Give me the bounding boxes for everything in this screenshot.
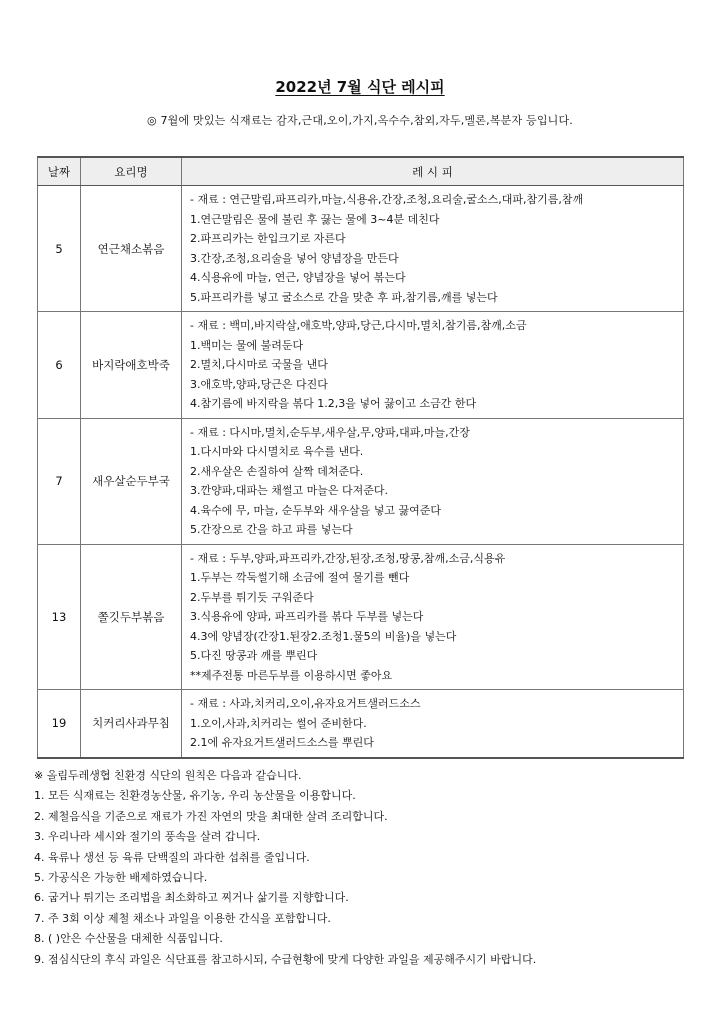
recipe-line: 3.깐양파,대파는 채썰고 마늘은 다져준다. [190, 484, 388, 497]
recipe-line: 3.애호박,양파,당근은 다진다 [190, 377, 328, 391]
recipe-line: - 재료 : 백미,바지락살,애호박,양파,당근,다시마,멸치,참기름,참깨,소금 [190, 319, 527, 332]
day-cell: 13 [38, 544, 81, 690]
note-item: 3. 우리나라 세시와 절기의 풍속을 살려 갑니다. [34, 830, 261, 844]
recipe-line: 3.간장,조청,요리술을 넣어 양념장을 만든다 [190, 251, 399, 265]
recipe-line: 1.오이,사과,치커리는 썰어 준비한다. [190, 716, 367, 730]
recipe-line: 4.식용유에 마늘, 연근, 양념장을 넣어 볶는다 [190, 271, 406, 284]
principles-notes [34, 766, 694, 970]
note-item: 5. 가공식은 가능한 배제하였습니다. [34, 871, 208, 885]
day-cell: 7 [38, 418, 81, 544]
table-row [38, 690, 684, 758]
note-item: 7. 주 3회 이상 제철 채소나 과일을 이용한 간식을 포함합니다. [34, 911, 331, 925]
recipe-line: 2.파프리카는 한입크기로 자른다 [190, 232, 346, 245]
day-cell: 5 [38, 186, 81, 312]
recipe-line: 5.다진 땅콩과 깨를 뿌린다 [190, 649, 318, 662]
recipe-line: 1.백미는 물에 불려둔다 [190, 338, 304, 352]
dish-cell: 쫄깃두부볶음 [81, 544, 182, 690]
recipe-line: 1.두부는 깍둑썰기해 소금에 절여 물기를 뺀다 [190, 571, 410, 584]
note-item: 4. 육류나 생선 등 육류 단백질의 과다한 섭취를 줄입니다. [34, 850, 310, 864]
recipe-line: 2.1에 유자요거트샐러드소스를 뿌린다 [190, 736, 374, 749]
recipe-line: 2.두부를 튀기듯 구워준다 [190, 590, 314, 604]
recipe-line: - 재료 : 다시마,멸치,순두부,새우살,무,양파,대파,마늘,간장 [190, 425, 470, 439]
recipe-line: - 재료 : 연근말림,파프리카,마늘,식용유,간장,조청,요리술,굴소스,대파,참기름,참깨 [190, 193, 584, 206]
recipe-line: 2.새우살은 손질하여 살짝 데쳐준다. [190, 464, 364, 478]
recipe-line: 2.멸치,다시마로 국물을 낸다 [190, 358, 328, 371]
day-cell: 6 [38, 312, 81, 419]
recipe-line: 1.연근말림은 물에 불린 후 끓는 물에 3~4분 데친다 [190, 212, 440, 226]
dish-cell: 바지락애호박죽 [81, 312, 182, 419]
note-item: 6. 굽거나 튀기는 조리법을 최소화하고 찌거나 삶기를 지향합니다. [34, 891, 349, 905]
recipe-table [37, 156, 684, 759]
table-row [38, 544, 684, 690]
recipe-cell [182, 418, 684, 544]
page-subtitle: ◎ 7월에 맛있는 식재료는 감자,근대,오이,가지,옥수수,참외,자두,멜론,복분자 등입니다. [146, 114, 573, 127]
recipe-line: 3.식용유에 양파, 파프리카를 볶다 두부를 넣는다 [190, 610, 424, 623]
recipe-cell [182, 186, 684, 312]
recipe-line: **제주전통 마른두부를 이용하시면 좋아요 [190, 668, 393, 682]
table-row [38, 186, 684, 312]
table-row [38, 312, 684, 419]
header-date: 날짜 [38, 157, 81, 186]
table-row [38, 418, 684, 544]
note-item: 2. 제철음식을 기준으로 재료가 가진 자연의 맛을 최대한 살려 조리합니다. [34, 809, 388, 823]
recipe-cell [182, 312, 684, 419]
recipe-cell [182, 690, 684, 758]
day-cell: 19 [38, 690, 81, 758]
recipe-line: - 재료 : 두부,양파,파프리카,간장,된장,조청,땅콩,참깨,소금,식용유 [190, 551, 506, 565]
recipe-line: 5.파프리카를 넣고 굴소스로 간을 맞춘 후 파,참기름,깨를 넣는다 [190, 290, 498, 304]
dish-cell: 새우살순두부국 [81, 418, 182, 544]
note-item: 1. 모든 식재료는 친환경농산물, 유기농, 우리 농산물을 이용합니다. [34, 789, 356, 803]
note-item: 9. 점심식단의 후식 과일은 식단표를 참고하시되, 수급현황에 맞게 다양한 과일을 제공해주시기 바랍니다. [34, 952, 537, 966]
dish-cell: 치커리사과무침 [81, 690, 182, 758]
page-title: 2022년 7월 식단 레시피 [275, 78, 445, 96]
recipe-line: 4.참기름에 바지락을 볶다 1.2,3을 넣어 끓이고 소금간 한다 [190, 397, 477, 410]
recipe-line: 1.다시마와 다시멸치로 육수를 낸다. [190, 445, 364, 458]
recipe-cell [182, 544, 684, 690]
dish-cell: 연근채소볶음 [81, 186, 182, 312]
header-recipe: 레 시 피 [182, 157, 684, 186]
recipe-line: 4.육수에 무, 마늘, 순두부와 새우살을 넣고 끓여준다 [190, 503, 441, 517]
recipe-line: 5.간장으로 간을 하고 파를 넣는다 [190, 523, 353, 536]
recipe-line: - 재료 : 사과,치커리,오이,유자요거트샐러드소스 [190, 697, 421, 710]
recipe-line: 4.3에 양념장(간장1.된장2.조청1.물5의 비율)을 넣는다 [190, 629, 457, 643]
note-item: 8. ( )안은 수산물을 대체한 식품입니다. [34, 932, 223, 946]
table-header-row [38, 157, 684, 186]
header-dish: 요리명 [81, 157, 182, 186]
notes-heading: ※ 올림두레생협 친환경 식단의 원칙은 다음과 같습니다. [34, 769, 302, 782]
